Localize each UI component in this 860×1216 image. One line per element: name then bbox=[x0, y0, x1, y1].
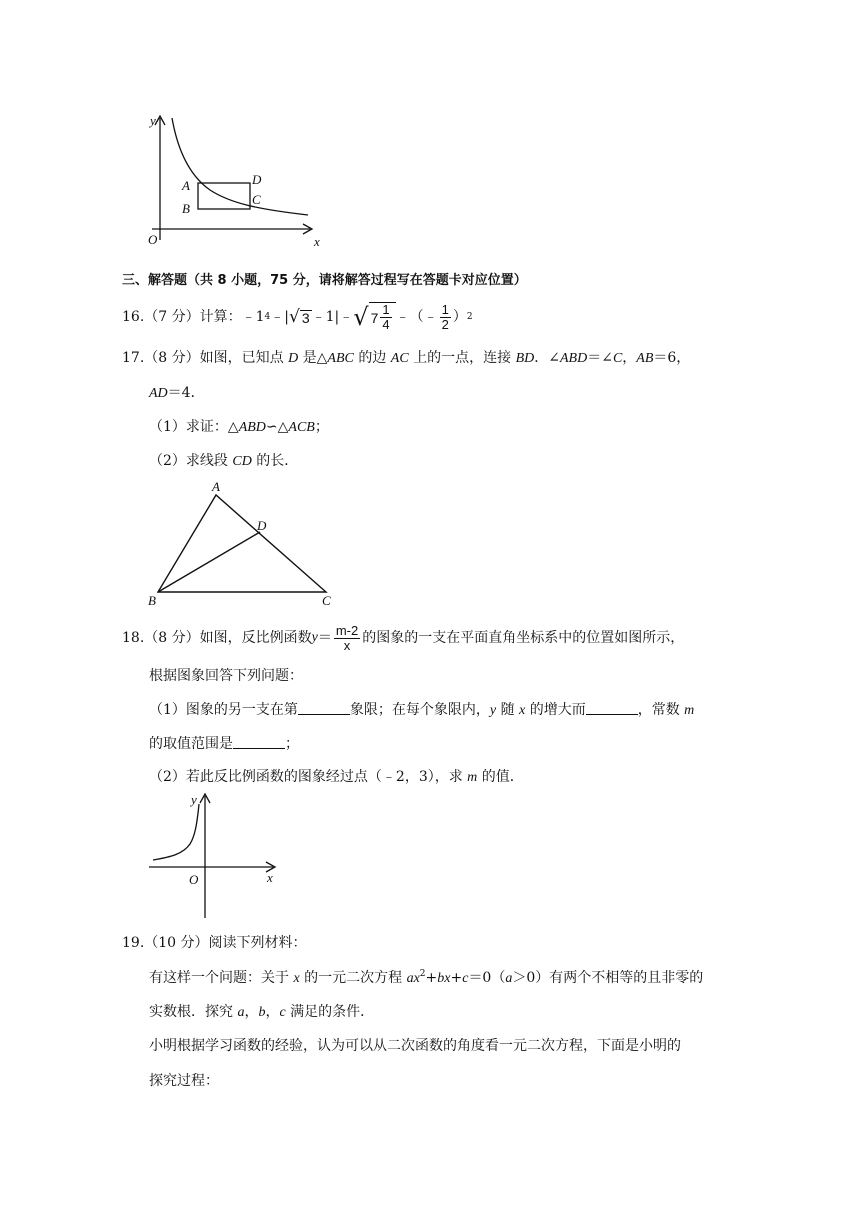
label-x: x bbox=[267, 870, 273, 885]
q16-sqrt-mixed bbox=[369, 302, 396, 331]
q16-sqrt-frac: $\frac{1}{4}$ bbox=[382, 302, 390, 332]
question-19-line2: 有这样一个问题：关于 x 的一元二次方程 $ax^2+bx+c=0(a>0)$有两个不相等的且非零的 bbox=[149, 969, 704, 986]
q16-minus-abs: ﹣| bbox=[270, 309, 289, 325]
q16-sqrt-int: 7 bbox=[370, 309, 379, 326]
label-c: C bbox=[252, 192, 261, 207]
q16-abs-close: ﹣1|﹣ bbox=[311, 309, 354, 325]
label-d: D bbox=[257, 518, 267, 533]
label-x: x bbox=[314, 234, 320, 249]
question-17-line1: 17.（8 分）如图，已知点 D 是△ABC 的边 AC 上的一点，连接 BD．∠ABD＝∠C，AB＝6， bbox=[122, 350, 691, 366]
label-y: y bbox=[150, 113, 156, 128]
section-title: 三、解答题（共 8 小题，75 分，请将解答过程写在答题卡对应位置） bbox=[122, 273, 527, 288]
blank-1[interactable] bbox=[298, 702, 350, 715]
question-19-line5: 探究过程： bbox=[149, 1073, 219, 1089]
q16-minus-paren: ﹣（﹣ bbox=[395, 309, 438, 325]
label-d: D bbox=[252, 172, 262, 187]
question-17-part2: （2）求线段 CD 的长． bbox=[149, 453, 299, 469]
q16-exp4: 4 bbox=[264, 311, 271, 322]
label-c: C bbox=[322, 593, 331, 608]
q16-number: 16.（7 分）计算： bbox=[122, 309, 242, 325]
q16-sqrt3: 3 bbox=[301, 309, 310, 326]
question-18-part1: （1）图象的另一支在第 象限；在每个象限内，y 随 x 的增大而 ，常数 m bbox=[149, 702, 695, 718]
question-18-line2: 根据图象回答下列问题： bbox=[149, 668, 303, 684]
q16-radical-2: √ bbox=[353, 303, 369, 331]
q18-figure bbox=[145, 790, 285, 922]
q18-fraction: $\frac{m-2}{x}$ bbox=[335, 622, 359, 653]
label-a: A bbox=[212, 479, 220, 494]
blank-3[interactable] bbox=[233, 736, 285, 749]
q15-figure bbox=[138, 112, 338, 252]
blank-2[interactable] bbox=[586, 702, 638, 715]
label-b: B bbox=[182, 201, 190, 216]
question-19-line4: 小明根据学习函数的经验，认为可以从二次函数的角度看一元二次方程，下面是小明的 bbox=[149, 1038, 681, 1054]
q16-exp2: 2 bbox=[466, 311, 473, 322]
question-18-part2: （2）若此反比例函数的图象经过点（﹣2，3），求 m 的值． bbox=[149, 769, 524, 785]
q17-triangle-figure bbox=[142, 478, 342, 608]
label-a: A bbox=[182, 178, 190, 193]
question-16 bbox=[122, 300, 473, 334]
q16-paren-close: ） bbox=[452, 309, 467, 325]
label-y: y bbox=[191, 792, 197, 807]
hyperbola-curve bbox=[172, 118, 308, 215]
question-18-part1-cont: 的取值范围是 ； bbox=[149, 736, 299, 752]
label-o: O bbox=[189, 872, 199, 887]
q16-frac-half: $\frac{1}{2}$ bbox=[441, 301, 449, 332]
label-o: O bbox=[148, 232, 158, 247]
segment-bd bbox=[158, 532, 260, 592]
question-19-line1: 19.（10 分）阅读下列材料： bbox=[122, 935, 307, 951]
q16-term1: ﹣1 bbox=[241, 309, 265, 325]
question-17-part1: （1）求证：△ABD∽△ACB； bbox=[149, 419, 329, 435]
question-19-line3: 实数根．探究 a，b，c 满足的条件． bbox=[149, 1004, 375, 1020]
q16-radical-1: √ bbox=[289, 306, 300, 327]
question-18-line1: 18.（8 分）如图，反比例函数 y ＝ $\frac{m-2}{x}$ 的图象的一支在平面直角坐标系中的位置如图所示， bbox=[122, 622, 685, 653]
hyperbola-branch bbox=[153, 804, 199, 860]
label-b: B bbox=[148, 593, 156, 608]
question-17-line2: AD＝4． bbox=[149, 385, 205, 401]
